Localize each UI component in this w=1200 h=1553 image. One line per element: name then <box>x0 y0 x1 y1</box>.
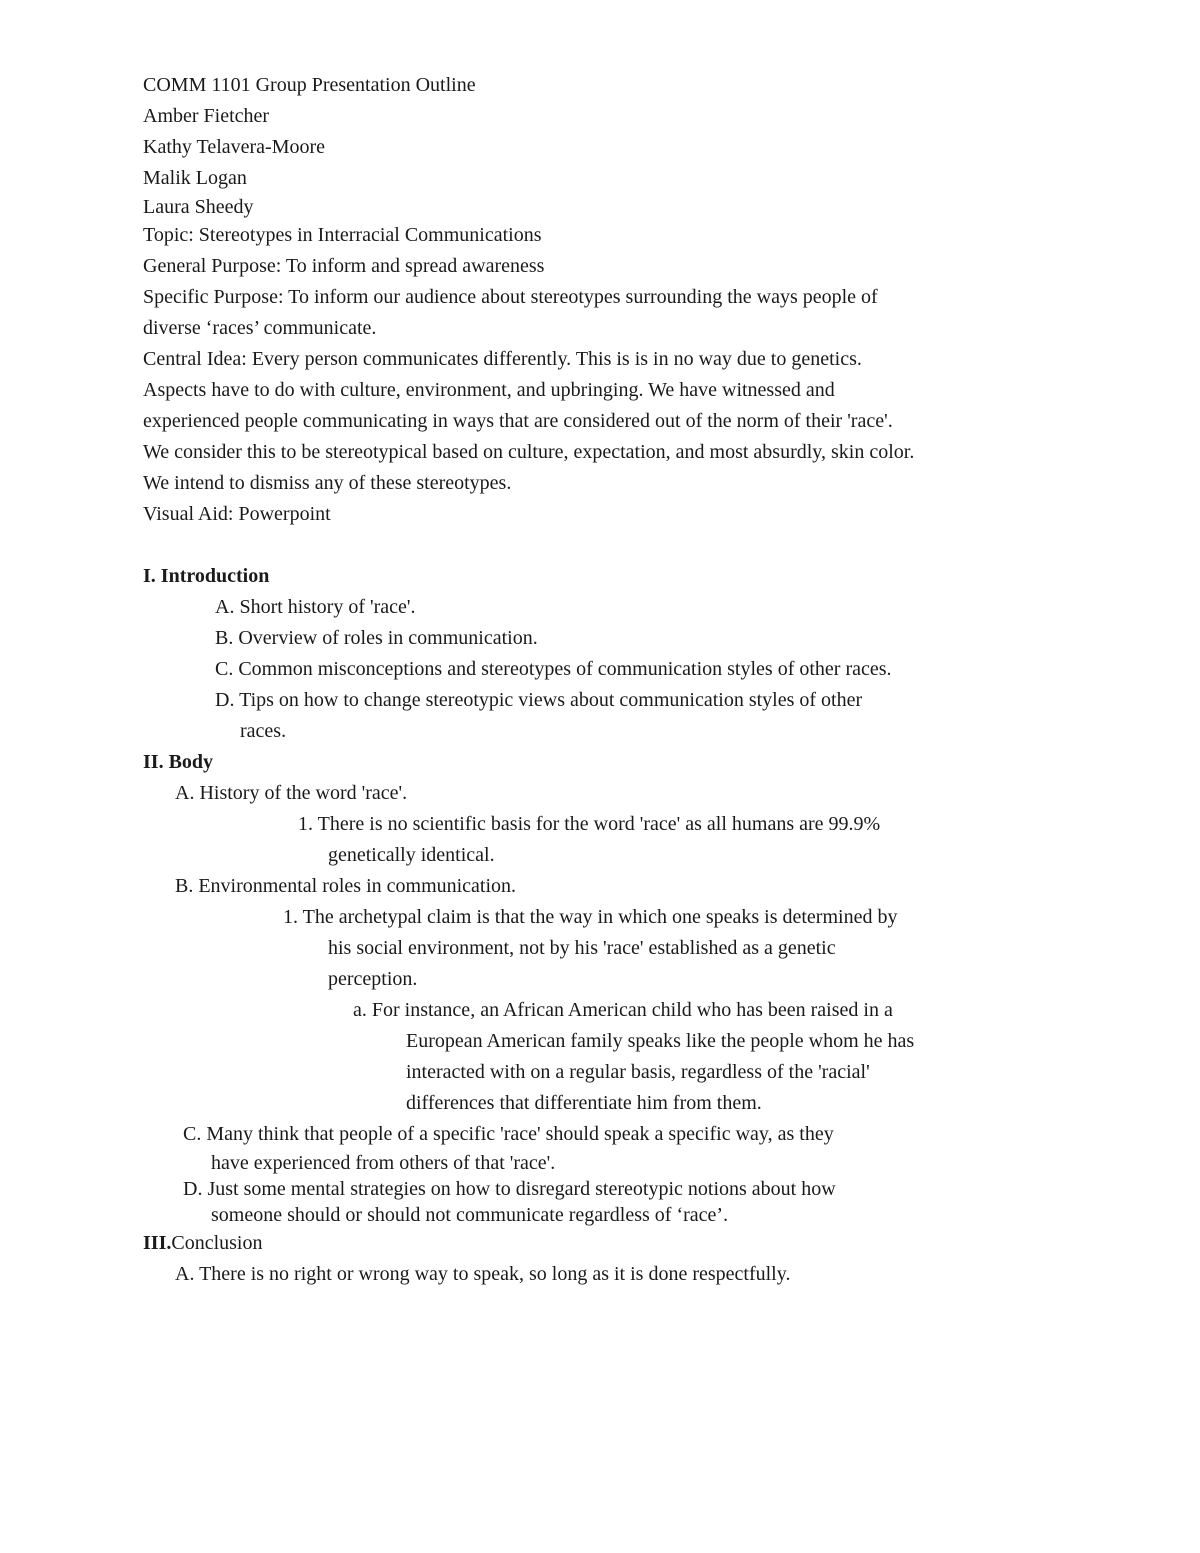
conclusion-item: A. There is no right or wrong way to speak, so long as it is done respectfully. <box>175 1263 791 1285</box>
body-item-b-1-continued: perception. <box>328 968 418 990</box>
topic-line: Topic: Stereotypes in Interracial Communications <box>143 224 542 246</box>
central-idea-line: We intend to dismiss any of these stereotypes. <box>143 472 512 494</box>
outline-document <box>143 70 1063 1290</box>
blank-line <box>143 530 1063 561</box>
central-idea-line: experienced people communicating in ways that are considered out of the norm of their 'race'. <box>143 410 893 432</box>
member-name: Malik Logan <box>143 167 247 189</box>
specific-purpose-line: Specific Purpose: To inform our audience about stereotypes surrounding the ways people of <box>143 286 878 308</box>
central-idea-line: Aspects have to do with culture, environment, and upbringing. We have witnessed and <box>143 379 835 401</box>
central-idea-line: Central Idea: Every person communicates differently. This is is in no way due to genetics. <box>143 348 862 370</box>
body-item-b-1: 1. The archetypal claim is that the way in which one speaks is determined by <box>283 906 898 928</box>
body-item-a-1-continued: genetically identical. <box>328 844 495 866</box>
general-purpose-line: General Purpose: To inform and spread awareness <box>143 255 545 277</box>
body-item-d-continued: someone should or should not communicate regardless of ‘race’. <box>211 1204 729 1226</box>
introduction-item: B. Overview of roles in communication. <box>215 627 538 649</box>
introduction-item: C. Common misconceptions and stereotypes of communication styles of other races. <box>215 658 892 680</box>
body-item-a: A. History of the word 'race'. <box>175 782 408 804</box>
conclusion-heading <box>143 1228 1063 1259</box>
member-name: Kathy Telavera-Moore <box>143 136 326 158</box>
central-idea-line: We consider this to be stereotypical based on culture, expectation, and most absurdly, skin color. <box>143 441 915 463</box>
body-item-b-1-a: a. For instance, an African American child who has been raised in a <box>353 999 893 1021</box>
member-name: Laura Sheedy <box>143 196 254 218</box>
body-item-c-continued: have experienced from others of that 'race'. <box>211 1152 556 1174</box>
introduction-heading: I. Introduction <box>143 565 270 587</box>
introduction-item-continued: races. <box>240 720 287 742</box>
body-item-c: C. Many think that people of a specific 'race' should speak a specific way, as they <box>183 1123 834 1145</box>
body-item-d: D. Just some mental strategies on how to disregard stereotypic notions about how <box>183 1178 836 1200</box>
course-title: COMM 1101 Group Presentation Outline <box>143 74 476 96</box>
body-item-b: B. Environmental roles in communication. <box>175 875 517 897</box>
body-item-a-1: 1. There is no scientific basis for the word 'race' as all humans are 99.9% <box>298 813 881 835</box>
body-item-b-1-a-continued: European American family speaks like the people whom he has <box>406 1030 915 1052</box>
conclusion-numeral: III. <box>143 1232 172 1254</box>
visual-aid-line: Visual Aid: Powerpoint <box>143 503 331 525</box>
specific-purpose-line: diverse ‘races’ communicate. <box>143 317 377 339</box>
introduction-item: D. Tips on how to change stereotypic views about communication styles of other <box>215 689 863 711</box>
body-item-b-1-continued: his social environment, not by his 'race' established as a genetic <box>328 937 836 959</box>
introduction-item: A. Short history of 'race'. <box>215 596 416 618</box>
member-name: Amber Fietcher <box>143 105 270 127</box>
body-item-b-1-a-continued: interacted with on a regular basis, regardless of the 'racial' <box>406 1061 870 1083</box>
body-heading: II. Body <box>143 751 214 773</box>
conclusion-word: Conclusion <box>171 1232 263 1254</box>
body-item-b-1-a-continued: differences that differentiate him from them. <box>406 1092 762 1114</box>
